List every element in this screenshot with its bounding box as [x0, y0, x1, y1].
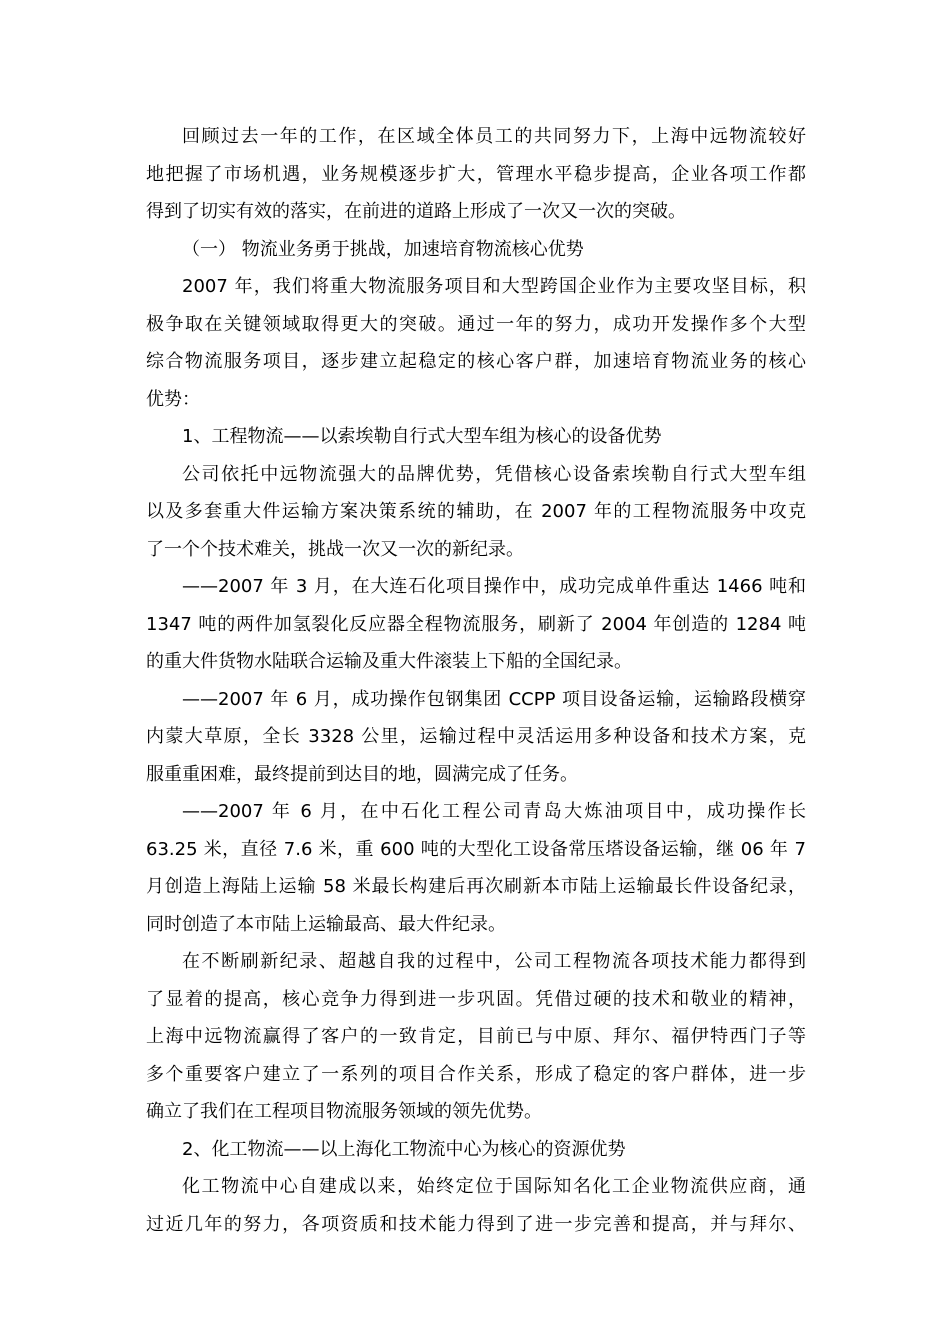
text-line: 化工物流中心自建成以来，始终定位于国际知名化工企业物流供应商，通	[182, 1176, 806, 1197]
text-line: 以及多套重大件运输方案决策系统的辅助，在 2007 年的工程物流服务中攻克	[146, 501, 806, 522]
text-line: 优势：	[146, 388, 200, 410]
text-line: （一） 物流业务勇于挑战，加速培育物流核心优势	[182, 238, 584, 260]
text-line: 的重大件货物水陆联合运输及重大件滚装上下船的全国纪录。	[146, 651, 632, 672]
text-line: ——2007 年 3 月，在大连石化项目操作中，成功完成单件重达 1466 吨和	[182, 576, 806, 597]
text-line: 多个重要客户建立了一系列的项目合作关系，形成了稳定的客户群体，进一步	[146, 1063, 806, 1085]
text-line: 综合物流服务项目，逐步建立起稳定的核心客户群，加速培育物流业务的核心	[146, 351, 806, 372]
text-line: 公司依托中远物流强大的品牌优势，凭借核心设备索埃勒自行式大型车组	[182, 463, 806, 485]
text-line: 过近几年的努力，各项资质和技术能力得到了进一步完善和提高，并与拜尔、	[146, 1213, 806, 1235]
text-line: 确立了我们在工程项目物流服务领域的领先优势。	[146, 1101, 542, 1122]
text-line: 1347 吨的两件加氢裂化反应器全程物流服务，刷新了 2004 年创造的 1284 吨	[146, 613, 806, 635]
text-line: 1、工程物流——以索埃勒自行式大型车组为核心的设备优势	[182, 426, 662, 447]
text-line: 服重重困难，最终提前到达目的地，圆满完成了任务。	[146, 763, 578, 785]
text-line: 月创造上海陆上运输 58 米最长构建后再次刷新本市陆上运输最长件设备纪录，	[146, 876, 806, 897]
text-line: 63.25 米，直径 7.6 米，重 600 吨的大型化工设备常压塔设备运输，继 06 年 7	[146, 838, 806, 860]
text-line: 2、化工物流——以上海化工物流中心为核心的资源优势	[182, 1138, 626, 1160]
text-line: 上海中远物流赢得了客户的一致肯定，目前已与中原、拜尔、福伊特西门子等	[146, 1026, 806, 1047]
text-line: 2007 年，我们将重大物流服务项目和大型跨国企业作为主要攻坚目标，积	[182, 276, 806, 297]
text-line: 得到了切实有效的落实，在前进的道路上形成了一次又一次的突破。	[146, 201, 686, 222]
document-body	[146, 118, 806, 1243]
text-line: ——2007 年 6 月，在中石化工程公司青岛大炼油项目中，成功操作长	[182, 801, 806, 822]
text-line: 回顾过去一年的工作，在区域全体员工的共同努力下，上海中远物流较好	[182, 126, 806, 147]
text-line: ——2007 年 6 月，成功操作包钢集团 CCPP 项目设备运输，运输路段横穿	[182, 688, 806, 710]
text-line: 了一个个技术难关，挑战一次又一次的新纪录。	[146, 538, 524, 560]
text-line: 地把握了市场机遇，业务规模逐步扩大，管理水平稳步提高，企业各项工作都	[146, 163, 806, 185]
text-line: 同时创造了本市陆上运输最高、最大件纪录。	[146, 913, 506, 935]
text-line: 在不断刷新纪录、超越自我的过程中，公司工程物流各项技术能力都得到	[182, 951, 806, 972]
text-line: 极争取在关键领域取得更大的突破。通过一年的努力，成功开发操作多个大型	[146, 313, 806, 335]
text-line: 内蒙大草原，全长 3328 公里，运输过程中灵活运用多种设备和技术方案，克	[146, 726, 806, 747]
text-line: 了显着的提高，核心竞争力得到进一步巩固。凭借过硬的技术和敬业的精神，	[146, 988, 806, 1010]
